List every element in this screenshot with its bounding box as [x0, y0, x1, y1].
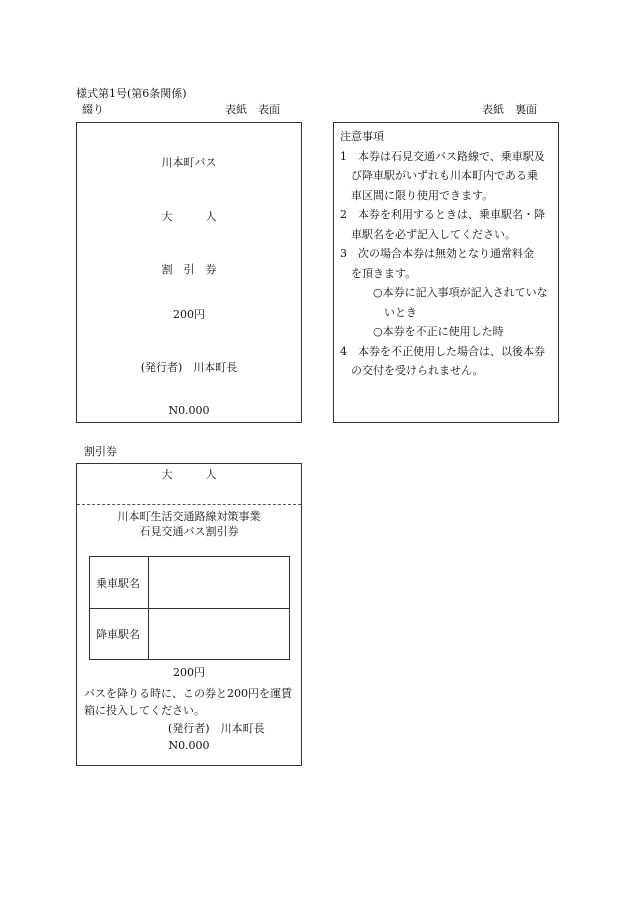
- table-row-divider: [90, 608, 289, 609]
- instruction-line: 箱に投入してください。: [84, 704, 205, 717]
- notes-line: の交付を受けられません。: [340, 364, 484, 377]
- notes-line: を頂きます。: [340, 266, 417, 280]
- discount-ticket: [76, 463, 302, 766]
- ticket-type: 割 引 券: [161, 263, 217, 276]
- notes-line: 車区間に限り使用できます。: [340, 188, 494, 202]
- notes-line: 車駅名を必ず記入してください。: [340, 227, 516, 241]
- notes-line: 4 本券を不正使用した場合は、以後本券: [340, 344, 545, 358]
- project-name: 川本町生活交通路線対策事業: [117, 510, 261, 523]
- cover-front-panel: [76, 122, 302, 423]
- binding-label: 綴り: [82, 103, 104, 116]
- cover-back-panel: [333, 122, 559, 423]
- perforation-line: [77, 504, 301, 505]
- station-table: [89, 556, 290, 660]
- notes-line: び降車駅がいずれも川本町内である乗: [340, 169, 538, 182]
- boarding-station-field[interactable]: [150, 559, 288, 606]
- notes-title: 注意事項: [340, 130, 384, 143]
- form-title: 様式第1号(第6条関係): [76, 87, 187, 100]
- alighting-station-label: 降車駅名: [96, 628, 140, 641]
- alighting-station-field[interactable]: [150, 610, 288, 658]
- notes-line: 2 本券を利用するときは、乗車駅名・降: [340, 208, 545, 221]
- notes-line: 3 次の場合本券は無効となり通常料金: [340, 247, 534, 260]
- back-cover-label: 表紙 裏面: [482, 103, 537, 116]
- boarding-station-label: 乗車駅名: [96, 577, 140, 590]
- notes-list: [340, 127, 552, 381]
- ticket-price: 200円: [173, 308, 205, 321]
- front-cover-label: 表紙 表面: [225, 103, 280, 116]
- issuer: (発行者) 川本町長: [140, 361, 238, 374]
- ticket-serial: N0.000: [168, 739, 210, 752]
- passenger-category: 大 人: [161, 210, 217, 223]
- ticket-price: 200円: [173, 666, 205, 679]
- bus-name: 川本町バス: [161, 156, 217, 169]
- ticket-section-label: 割引券: [84, 445, 117, 458]
- notes-line: ○本券を不正に使用した時: [340, 325, 504, 338]
- notes-line: ○本券に記入事項が記入されていな: [340, 286, 548, 299]
- ticket-issuer: (発行者) 川本町長: [168, 722, 265, 735]
- ticket-category: 大 人: [161, 468, 217, 481]
- ticket-name: 石見交通バス割引券: [139, 525, 239, 538]
- serial-number: N0.000: [168, 404, 210, 417]
- instruction-line: バスを降りる時に、この券と200円を運賃: [84, 687, 292, 700]
- notes-line: 1 本券は石見交通バス路線で、乗車駅及: [340, 149, 545, 163]
- notes-line: いとき: [340, 305, 417, 319]
